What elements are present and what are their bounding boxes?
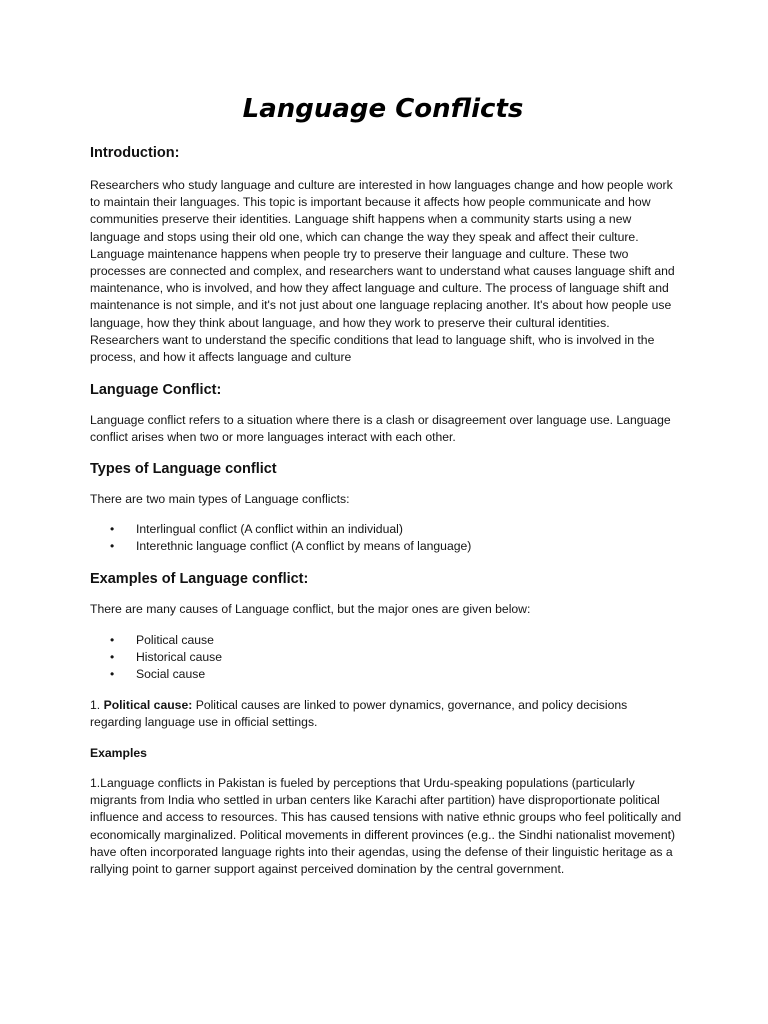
list-item: [90, 666, 222, 683]
bullet-icon: •: [110, 522, 115, 536]
political-cause-paragraph: [90, 697, 682, 731]
political-cause-text: Political causes are linked to power dynamics, governance, and policy decisions regarding language use in official settings.: [90, 698, 628, 730]
bullet-icon: •: [110, 539, 115, 554]
political-cause-number: 1.: [90, 698, 101, 712]
types-list: [90, 521, 471, 555]
list-item-text: Political cause: [136, 633, 214, 647]
list-item: [90, 649, 222, 666]
causes-list: [90, 632, 222, 684]
introduction-heading: Introduction:: [90, 145, 180, 161]
example-1-paragraph: 1.Language conflicts in Pakistan is fueled by perceptions that Urdu-speaking populations (particularly migrants from India who settled in urban centers like Karachi after partition) have disproportionate political influence and access to resources. This has caused tensions with native ethnic groups who feel politically and economically marginalized. Political movements in different provinces (e.g.. the Sindhi nationalist movement) have often incorporated language rights into their agendas, using the defense of their linguistic heritage as a rallying point to garner support against perceived domination by the central government.: [90, 776, 682, 877]
examples-intro: There are many causes of Language conflict, but the major ones are given below:: [90, 602, 531, 616]
list-item-text: Interlingual conflict (A conflict within an individual): [136, 522, 403, 536]
language-conflict-heading: Language Conflict:: [90, 382, 222, 398]
bullet-icon: •: [110, 650, 115, 665]
list-item-text: Interethnic language conflict (A conflict by means of language): [136, 539, 472, 554]
bullet-icon: •: [110, 667, 115, 682]
list-item-text: Social cause: [136, 667, 206, 682]
list-item: [90, 521, 471, 538]
types-intro: There are two main types of Language conflicts:: [90, 492, 350, 506]
types-heading: Types of Language conflict: [90, 461, 277, 477]
list-item-text: Historical cause: [136, 650, 223, 665]
introduction-paragraph: Researchers who study language and culture are interested in how languages change and how people work to maintain their languages. This topic is important because it affects how people communicate and how communities preserve their identities. Language shift happens when a community starts using a new language and stops using their old one, which can change the way they speak and affect their culture. Language maintenance happens when people try to preserve their language and culture. These two processes are connected and complex, and researchers want to understand what causes language shift and maintenance, who is involved, and how they affect language and culture. The process of language shift and maintenance is not simple, and it's not just about one language replacing another. It's about how people use language, how they think about language, and how they work to preserve their cultural identities. Researchers want to understand the specific conditions that lead to language shift, who is involved in the process, and how it affects language and culture: [90, 178, 675, 365]
examples-heading: Examples of Language conflict:: [90, 571, 309, 587]
language-conflict-paragraph: Language conflict refers to a situation where there is a clash or disagreement over language use. Language conflict arises when two or more languages interact with each other.: [90, 413, 671, 445]
examples-subheading: Examples: [90, 746, 147, 760]
bullet-icon: •: [110, 633, 115, 647]
political-cause-label: Political cause:: [103, 698, 193, 712]
list-item: [90, 632, 222, 649]
document-title: Language Conflicts: [242, 94, 524, 124]
list-item: [90, 538, 471, 555]
